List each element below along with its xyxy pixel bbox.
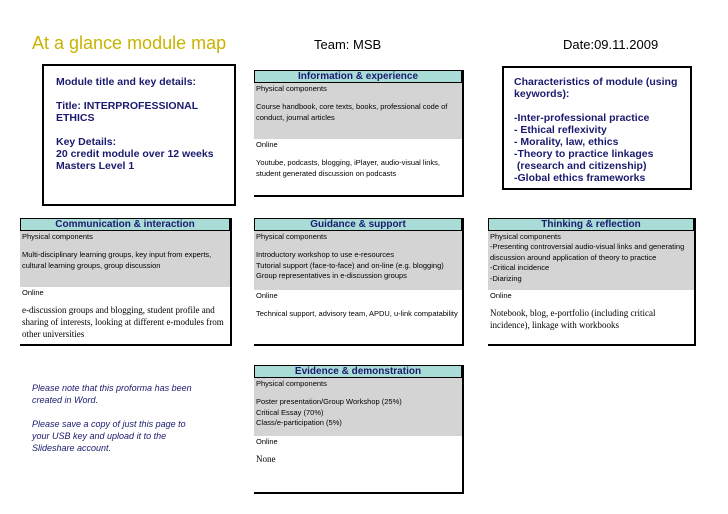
note-line: created in Word. <box>32 395 99 405</box>
guidance-online-text: Technical support, advisory team, APDU, u-link compatability <box>256 309 458 318</box>
physical-components-label: Physical components <box>256 232 327 241</box>
note-line: your USB key and upload it to the <box>32 431 167 441</box>
characteristic-item: (research and citizenship) <box>514 160 647 172</box>
evidence-physical-line: Class/e-participation (5%) <box>256 418 342 427</box>
module-characteristics-box <box>502 66 692 190</box>
guidance-support-panel <box>254 218 464 346</box>
characteristic-item: - Morality, law, ethics <box>514 136 619 148</box>
characteristic-item: -Global ethics frameworks <box>514 172 646 184</box>
communication-physical-text: Multi-disciplinary learning groups, key input from experts, cultural learning groups, group discussion <box>22 250 212 270</box>
physical-components-label: Physical components <box>256 84 327 93</box>
communication-online-section <box>20 287 230 341</box>
page-title: At a glance module map <box>32 33 227 53</box>
online-label: Online <box>256 140 278 149</box>
information-online-text: Youtube, podcasts, blogging, iPlayer, audio-visual links, student generated discussion on podcasts <box>256 158 441 178</box>
physical-components-label: Physical components <box>256 379 327 388</box>
guidance-physical-line: Tutorial support (face-to-face) and on-line (e.g. blogging) <box>256 260 444 270</box>
team-label: Team: MSB <box>314 37 382 52</box>
proforma-note <box>32 382 242 454</box>
thinking-online-section <box>488 290 694 332</box>
key-details-heading: Module title and key details: <box>56 76 197 88</box>
note-line: Please save a copy of just this page to <box>32 419 186 429</box>
communication-interaction-header: Communication & interaction <box>20 218 230 231</box>
evidence-online-section <box>254 436 462 466</box>
module-key-details-box <box>42 64 236 206</box>
information-online-section <box>254 139 462 180</box>
guidance-support-header: Guidance & support <box>254 218 462 231</box>
guidance-online-section <box>254 290 462 321</box>
guidance-physical-section <box>254 231 462 290</box>
evidence-physical-section <box>254 378 462 436</box>
module-title-line1: Title: INTERPROFESSIONAL <box>56 100 199 112</box>
evidence-demonstration-panel <box>254 365 464 494</box>
note-line: Please note that this proforma has been <box>32 383 192 393</box>
online-label: Online <box>490 291 512 300</box>
key-details-subheading: Key Details: <box>56 136 117 148</box>
information-physical-text: Course handbook, core texts, books, professional code of conduct, journal articles <box>256 102 448 122</box>
thinking-reflection-panel <box>488 218 696 346</box>
module-title-line2: ETHICS <box>56 112 95 124</box>
characteristic-item: -Inter-professional practice <box>514 112 650 124</box>
physical-components-label: Physical components <box>490 232 561 241</box>
communication-online-text: e-discussion groups and blogging, student profile and sharing of interests, looking at different e-modules from other universities <box>22 305 224 339</box>
key-detail-credits: 20 credit module over 12 weeks <box>56 148 214 160</box>
thinking-physical-line: -Presenting controversial audio-visual links and generating discussion around application of theory to practice <box>490 242 685 262</box>
information-physical-section <box>254 83 462 139</box>
thinking-reflection-header: Thinking & reflection <box>488 218 694 231</box>
thinking-physical-line: -Diarizing <box>490 273 522 283</box>
thinking-physical-section <box>488 231 694 290</box>
information-experience-panel <box>254 70 464 197</box>
note-line: Slideshare account. <box>32 443 112 453</box>
evidence-physical-line: Critical Essay (70%) <box>256 407 324 417</box>
information-experience-header: Information & experience <box>254 70 462 83</box>
guidance-physical-line: Group representatives in e-discussion groups <box>256 271 407 280</box>
characteristics-heading-line1: Characteristics of module (using <box>514 76 678 88</box>
date-label: Date:09.11.2009 <box>563 37 659 52</box>
online-label: Online <box>22 288 44 297</box>
thinking-online-text: Notebook, blog, e-portfolio (including critical incidence), linkage with workbooks <box>490 308 656 330</box>
evidence-online-text: None <box>256 454 276 464</box>
evidence-physical-line: Poster presentation/Group Workshop (25%) <box>256 397 402 406</box>
physical-components-label: Physical components <box>22 232 93 241</box>
online-label: Online <box>256 437 278 446</box>
characteristic-item: - Ethical reflexivity <box>514 124 607 136</box>
thinking-physical-line: -Critical incidence <box>490 263 550 272</box>
guidance-physical-line: Introductory workshop to use e-resources <box>256 250 394 259</box>
communication-interaction-panel <box>20 218 232 346</box>
characteristic-item: -Theory to practice linkages <box>514 148 654 160</box>
communication-physical-section <box>20 231 230 287</box>
characteristics-heading-line2: keywords): <box>514 88 570 100</box>
online-label: Online <box>256 291 278 300</box>
evidence-demonstration-header: Evidence & demonstration <box>254 365 462 378</box>
key-detail-level: Masters Level 1 <box>56 160 135 172</box>
